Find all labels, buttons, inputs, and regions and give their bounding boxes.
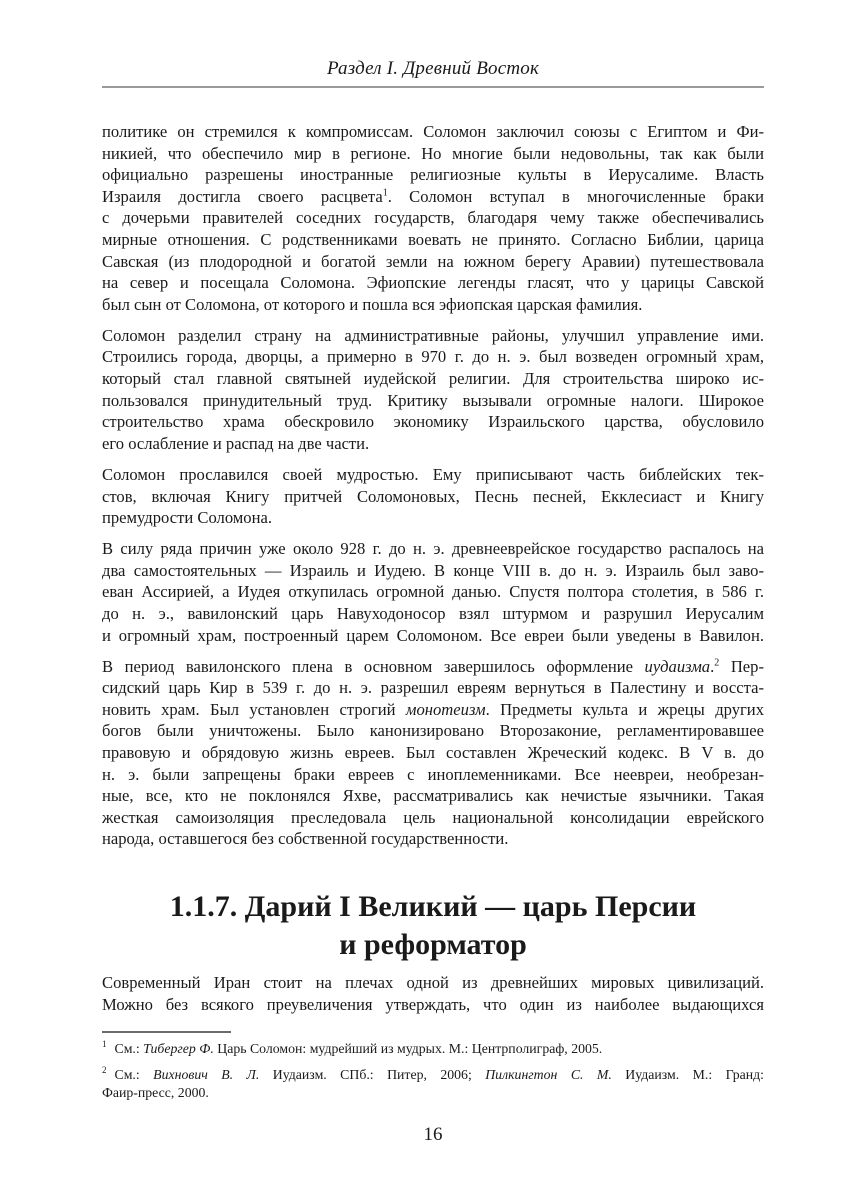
text-line: премудрости Соломона. (102, 508, 272, 528)
text-line: Соломон разделил страну на административные районы, улучшил управление ими. (102, 325, 764, 345)
text-line: и огромный храм, построенный царем Соломоном. Все евреи были уведены в Вавилон. (102, 625, 764, 645)
text-fragment: . Предметы культа и жрецы других (485, 699, 764, 719)
text-line: Современный Иран стоит на плечах одной из древнейших мировых цивилизаций. (102, 973, 764, 992)
text-line: н. э. были запрещены браки евреев с иноплеменниками. Все неевреи, необрезан- (102, 764, 764, 784)
text-line: Можно без всякого преувеличения утверждать, что один из наиболее выдающихся (102, 994, 764, 1014)
paragraph-3 (102, 464, 764, 529)
text-line: официально разрешены иностранные религиозные культы в Иерусалиме. Власть (102, 165, 764, 185)
text-line: никией, что обеспечило мир в регионе. Но многие были недовольны, так как были (102, 143, 764, 163)
footnote-author: Тибергер Ф. (143, 1041, 214, 1056)
section-heading (102, 888, 764, 964)
body-text (102, 121, 764, 860)
footnote-prefix: См.: (114, 1041, 144, 1056)
text-fragment: . Соломон вступал в многочисленные браки (387, 186, 764, 206)
text-fragment: новить храм. Был установлен строгий (102, 699, 406, 719)
paragraph-2 (102, 325, 764, 455)
text-fragment: В период вавилонского плена в основном завершилось оформление (102, 656, 645, 676)
footnote-text: Иудаизм. СПб.: Питер, 2006; (259, 1067, 486, 1082)
running-head-title: Раздел I. Древний Восток (326, 58, 540, 79)
text-line: на север и посещала Соломона. Эфиопские легенды гласят, что у царицы Савской (102, 273, 764, 293)
footnote-text: Иудаизм. М.: Гранд: (611, 1067, 765, 1082)
footnote-line (102, 1040, 764, 1058)
text-fragment: Израиля достигла своего расцвета (102, 186, 383, 206)
text-line: его ослабление и распад на две части. (102, 433, 370, 453)
footnote-1 (102, 1040, 764, 1058)
text-line (102, 656, 764, 678)
text-line: пользовался принудительный труд. Критику вызывали огромные налоги. Широкое (102, 390, 764, 410)
header-rule (102, 86, 764, 88)
footnote-line (102, 1066, 764, 1084)
footnote-author: Пилкингтон С. М. (485, 1067, 612, 1082)
text-line: строительство храма обескровило экономику Израильского царства, обусловило (102, 412, 764, 432)
text-line: ные, все, кто не поклонялся Яхве, рассматривались как нечистые язычники. Такая (102, 786, 764, 806)
text-line: еван Ассирией, а Иудея откупилась огромной данью. Спустя полтора столетия, в 586 г. (102, 582, 764, 602)
text-line: В силу ряда причин уже около 928 г. до н. э. древнееврейское государство распалось на (102, 539, 764, 559)
text-line (102, 699, 764, 721)
text-line: до н. э., вавилонский царь Навуходоносор взял штурмом и разрушил Иерусалим (102, 603, 764, 623)
footnote-ref-1[interactable]: 1 (382, 187, 388, 199)
footnote-mark: 1 (102, 1039, 107, 1050)
paragraph-4 (102, 538, 764, 646)
text-line: народа, оставшегося без собственной государственности. (102, 829, 509, 849)
paragraph-5 (102, 656, 764, 850)
text-line: который стал главной святыней иудейской религии. Для строительства широко ис- (102, 369, 764, 389)
text-line: политике он стремился к компромиссам. Соломон заключил союзы с Египтом и Фи- (102, 122, 764, 141)
text-line: стов, включая Книгу притчей Соломоновых, Песнь песней, Екклесиаст и Книгу (102, 486, 764, 506)
paragraph-1 (102, 121, 764, 315)
text-line: Строились города, дворцы, а примерно в 970 г. до н. э. был возведен огромный храм, (102, 347, 764, 367)
text-fragment: . (710, 656, 715, 676)
text-line: правовую и обрядовую жизнь евреев. Был составлен Жреческий кодекс. В V в. до (102, 743, 764, 763)
footnote-author: Вихнович В. Л. (153, 1067, 260, 1082)
footnote-2 (102, 1066, 764, 1102)
footnote-mark: 2 (102, 1065, 107, 1076)
term-judaism: иудаизма (644, 656, 711, 676)
text-line: Соломон прославился своей мудростью. Ему приписывают часть библейских тек- (102, 464, 764, 484)
text-line: был сын от Соломона, от которого и пошла вся эфиопская царская фамилия. (102, 294, 643, 314)
text-line: мирные отношения. С родственниками воевать не принято. Согласно Библии, царица (102, 229, 764, 249)
section-heading-line-1: 1.1.7. Дарий I Великий — царь Персии (169, 890, 697, 923)
term-monotheism: монотеизм (405, 699, 486, 719)
section-body (102, 972, 764, 1015)
text-line: Савская (из плодородной и богатой земли на южном берегу Аравии) путешествовала (102, 251, 764, 271)
footnotes (102, 1040, 764, 1110)
page-number: 16 (423, 1124, 443, 1145)
text-line: два самостоятельных — Израиль и Иудею. В конце VIII в. до н. э. Израиль был заво- (102, 560, 764, 580)
footnote-separator (102, 1031, 231, 1033)
text-line: жесткая самоизоляция преследовала цель национальной консолидации еврейского (102, 807, 764, 827)
footnote-text: Царь Соломон: мудрейший из мудрых. М.: Центрполиграф, 2005. (213, 1041, 603, 1056)
section-heading-line-2: и реформатор (339, 928, 527, 961)
footnote-line: Фаир-пресс, 2000. (102, 1085, 209, 1100)
text-line: богов были уничтожены. Было канонизировано Второзаконие, регламентировавшее (102, 721, 764, 741)
footnote-prefix: См.: (114, 1067, 154, 1082)
footnote-ref-2[interactable]: 2 (714, 657, 720, 669)
text-line: с дочерьми правителей соседних государств, благодаря чему также обеспечивались (102, 208, 764, 228)
text-line: сидский царь Кир в 539 г. до н. э. разрешил евреям вернуться в Палестину и восста- (102, 678, 764, 698)
text-fragment: Пер- (719, 656, 764, 676)
text-line (102, 186, 764, 208)
